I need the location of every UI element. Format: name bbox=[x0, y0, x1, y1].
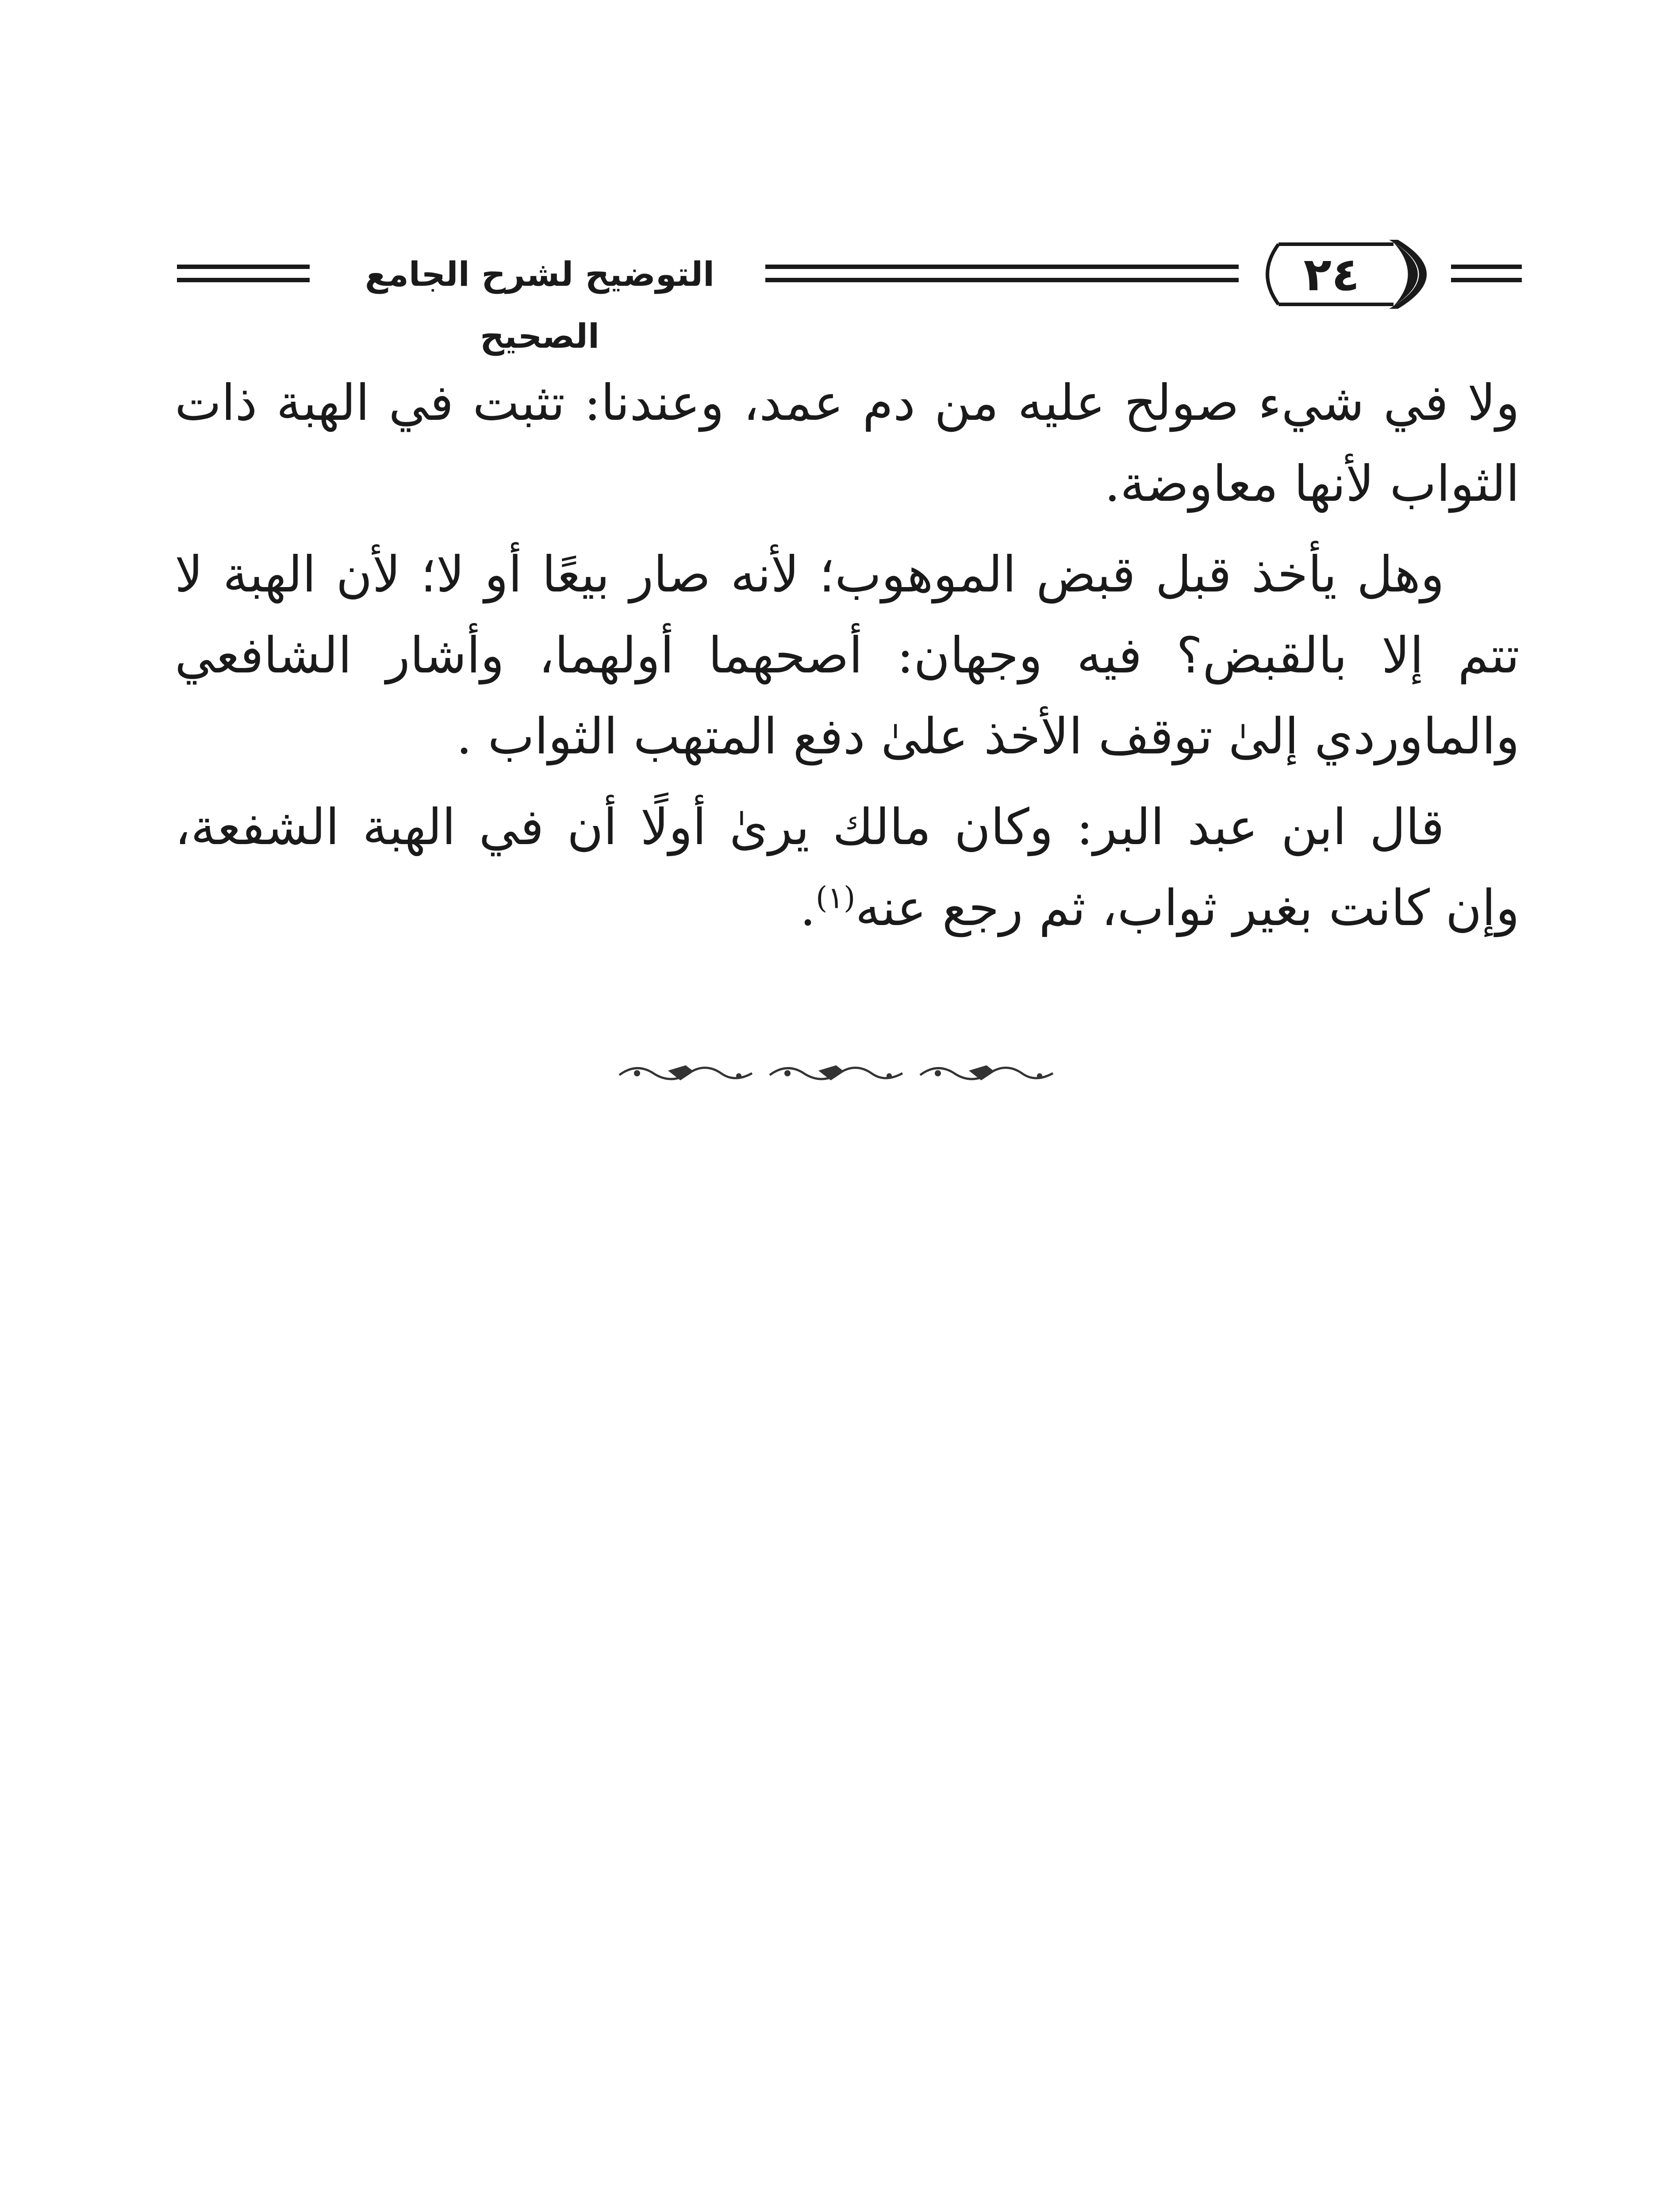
page-number: ٢٤ bbox=[1303, 247, 1360, 301]
paragraph: ولا في شيء صولح عليه من دم عمد، وعندنا: تثبت في الهبة ذات الثواب لأنها معاوضة. bbox=[175, 374, 1520, 513]
header-rule bbox=[177, 265, 310, 269]
running-title: التوضيح لشرح الجامع الصحيح bbox=[365, 254, 715, 356]
footnote-reference: (١) bbox=[815, 880, 856, 916]
header-rule bbox=[1451, 265, 1522, 269]
paragraph bbox=[175, 787, 1520, 949]
paragraph-text: قال ابن عبد البر: وكان مالك يرىٰ أولًا أن في الهبة الشفعة، وإن كانت بغير ثواب، ثم رجع عنه bbox=[175, 799, 1520, 937]
header-rule bbox=[1451, 278, 1522, 282]
main-text bbox=[175, 363, 1520, 959]
header-rule bbox=[765, 278, 1239, 282]
header-rule bbox=[765, 265, 1239, 269]
paragraph-end: . bbox=[800, 879, 816, 937]
page-header bbox=[177, 230, 1522, 356]
section-divider-ornament-icon bbox=[610, 1057, 1071, 1088]
page-number-frame bbox=[1248, 230, 1455, 319]
header-rule bbox=[177, 278, 310, 282]
paragraph: وهل يأخذ قبل قبض الموهوب؛ لأنه صار بيعًا أو لا؛ لأن الهبة لا تتم إلا بالقبض؟ فيه وجهان: أصحهما أولهما، وأشار الشافعي والماوردي إلىٰ توقف الأخذ علىٰ دفع المتهب الثواب . bbox=[175, 546, 1520, 765]
